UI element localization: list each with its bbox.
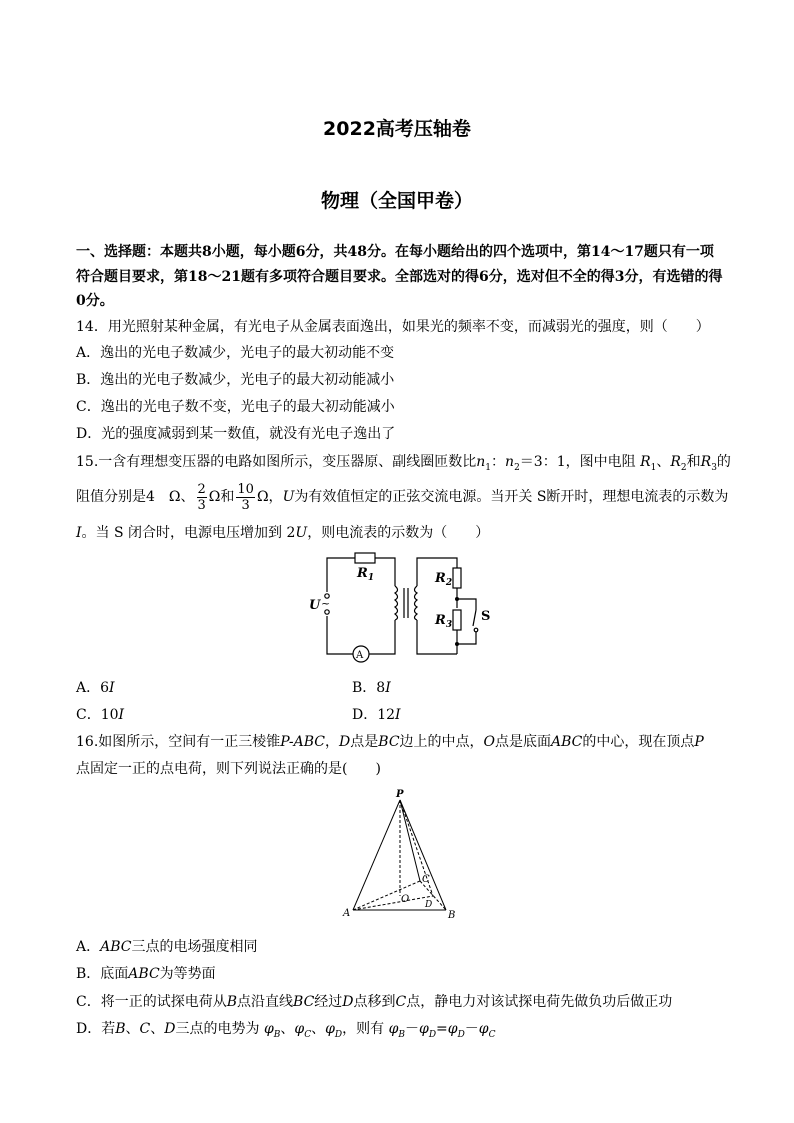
q16-pyramid-figure xyxy=(338,786,468,926)
q15-fraction-2-num: 10 xyxy=(237,481,254,497)
q16-stem-line-2: 点固定一正的点电荷，则下列说法正确的是( ) xyxy=(76,761,381,777)
q15-text-2a: 阻值分别是4 Ω、 xyxy=(76,489,195,505)
label-u: U xyxy=(309,598,321,613)
q16-p: P xyxy=(694,734,704,750)
page-title: 2022高考压轴卷 xyxy=(323,118,471,140)
q16-option-d xyxy=(76,1018,496,1040)
q16-option-a xyxy=(76,936,258,956)
q15-U: U xyxy=(282,489,295,505)
q15-option-d xyxy=(352,704,401,724)
q16-option-c-c: C xyxy=(395,994,407,1010)
q15-U2: U xyxy=(295,525,308,541)
q15-text-2b: Ω和 xyxy=(208,489,235,505)
q15-option-c-var: I xyxy=(118,707,125,723)
phi-c: φ xyxy=(294,1021,305,1037)
q16-option-d-c: C xyxy=(139,1021,151,1037)
eq-equals: = xyxy=(436,1021,448,1037)
q16-text-c: 点是 xyxy=(350,734,379,750)
eq-phi-d-1: φ xyxy=(419,1021,429,1037)
q16-option-d-b: B xyxy=(115,1021,126,1037)
label-c: C xyxy=(422,874,430,885)
label-a: A xyxy=(343,908,351,919)
q16-option-d-t1: 三点的电势为 xyxy=(175,1021,260,1037)
q16-option-c-bc: BC xyxy=(293,994,315,1010)
q16-d: D xyxy=(339,734,351,750)
q16-dun-2: 、 xyxy=(311,1021,326,1037)
label-b: B xyxy=(448,910,456,921)
r3-resistor xyxy=(453,610,461,630)
q14-option-c: C．逸出的光电子数不变，光电子的最大初动能减小 xyxy=(76,399,395,415)
q15-sep: 、 xyxy=(656,454,671,470)
q15-option-a-var: I xyxy=(109,680,115,696)
q16-option-c xyxy=(76,991,672,1011)
phi-c-sub: C xyxy=(304,1029,312,1040)
q15-text: 15.一含有理想变压器的电路如图所示，变压器原、副线圈匝数比 xyxy=(76,454,477,470)
q15-option-b xyxy=(352,677,391,697)
q16-option-a-abc: ABC xyxy=(100,939,132,955)
label-p: P xyxy=(396,789,404,800)
q15-fraction-1-den: 3 xyxy=(197,497,206,513)
q16-option-c-t3: 点移到 xyxy=(353,994,396,1010)
q16-option-c-b: B xyxy=(226,994,238,1010)
q16-option-d-d: D xyxy=(164,1021,176,1037)
q16-option-c-d: D xyxy=(342,994,354,1010)
q16-option-b-abc: ABC xyxy=(128,966,160,982)
q14-option-d: D．光的强度减弱到某一数值，就没有光电子逸出了 xyxy=(76,426,396,442)
q14-stem: 14．用光照射某种金属，有光电子从金属表面逸出，如果光的频率不变，而减弱光的强度，则（ ） xyxy=(76,319,710,335)
q16-stem-line-1 xyxy=(76,731,704,751)
q15-circuit-figure xyxy=(305,548,500,668)
q16-option-b xyxy=(76,963,216,983)
q15-option-d-var: I xyxy=(395,707,401,723)
r1-resistor xyxy=(355,553,375,563)
label-s: S xyxy=(481,609,491,624)
q15-option-d-label: D．12 xyxy=(352,707,396,723)
eq-phi-b-sub: B xyxy=(398,1029,405,1040)
label-ammeter: A xyxy=(356,650,364,661)
label-r3: $R_3$ xyxy=(435,613,453,630)
q16-option-b-label: B．底面 xyxy=(76,966,129,982)
phi-b: φ xyxy=(263,1021,274,1037)
q16-text-a: 16.如图所示，空间有一正三棱锥 xyxy=(76,734,281,750)
eq-phi-b: φ xyxy=(388,1021,399,1037)
q15-R2-sub: 2 xyxy=(680,462,687,473)
eq-phi-c-sub: C xyxy=(488,1029,496,1040)
q15-option-b-var: I xyxy=(385,680,391,696)
q15-option-a-label: A．6 xyxy=(76,680,110,696)
q15-I: I xyxy=(76,525,82,541)
q15-de: 的 xyxy=(716,454,731,470)
q15-and: 和 xyxy=(686,454,701,470)
q15-R3-sub: 3 xyxy=(711,462,717,473)
q16-bc: BC xyxy=(378,734,400,750)
section-header-line-3: 0分。 xyxy=(76,293,114,309)
q15-option-c xyxy=(76,704,124,724)
q15-text-2c: Ω， xyxy=(256,489,283,505)
r2-resistor xyxy=(453,568,461,588)
q16-text-d: 边上的中点， xyxy=(399,734,484,750)
q16-option-d-s2: 、 xyxy=(150,1021,165,1037)
q15-ratio: ＝3：1，图中电阻 xyxy=(519,454,636,470)
page-subtitle: 物理（全国甲卷） xyxy=(320,190,473,212)
q16-option-d-t2: ，则有 xyxy=(342,1021,385,1037)
q15-fraction-1-num: 2 xyxy=(197,481,206,497)
q15-stem-line-2 xyxy=(76,480,728,514)
phi-b-sub: B xyxy=(273,1029,281,1040)
q14-option-b: B．逸出的光电子数减少，光电子的最大初动能减小 xyxy=(76,372,395,388)
q15-n2-sub: 2 xyxy=(514,462,520,473)
section-header-line-1: 一、选择题：本题共8小题，每小题6分，共48分。在每小题给出的四个选项中，第14～17题只有一项 xyxy=(76,244,714,260)
q15-fraction-2 xyxy=(236,482,255,513)
q16-option-c-t4: 点，静电力对该试探电荷先做负功后做正功 xyxy=(406,994,673,1010)
q16-text-e: 点是底面 xyxy=(495,734,552,750)
q16-o: O xyxy=(483,734,496,750)
q15-fraction-2-den: 3 xyxy=(241,497,250,513)
q15-colon: ： xyxy=(491,454,506,470)
q16-pabc: P-ABC xyxy=(280,734,326,750)
eq-phi-c: φ xyxy=(478,1021,489,1037)
eq-phi-d-1-sub: D xyxy=(428,1029,437,1040)
section-header-line-2: 符合题目要求，第18～21题有多项符合题目要求。全部选对的得6分，选对但不全的得3分，有选错的得 xyxy=(76,269,723,285)
q16-abc: ABC xyxy=(551,734,583,750)
label-tilde: ~ xyxy=(321,597,331,610)
q15-n1-sub: 1 xyxy=(485,462,492,473)
label-d: D xyxy=(425,900,433,910)
q16-option-d-s1: 、 xyxy=(125,1021,140,1037)
label-r2: $R_2$ xyxy=(435,571,453,588)
q15-R1: R xyxy=(640,454,651,470)
eq-minus-2: － xyxy=(464,1021,479,1037)
q14-option-a: A．逸出的光电子数减少，光电子的最大初动能不变 xyxy=(76,345,395,361)
q16-option-b-text: 为等势面 xyxy=(159,966,216,982)
q16-dun-1: 、 xyxy=(280,1021,295,1037)
eq-phi-d-2: φ xyxy=(447,1021,458,1037)
label-r1: $R_1$ xyxy=(357,566,375,583)
q15-n2: n xyxy=(505,454,515,470)
q15-option-b-label: B．8 xyxy=(352,680,386,696)
q16-option-a-text: 三点的电场强度相同 xyxy=(131,939,258,955)
q15-text-3b: ，则电流表的示数为（ ） xyxy=(307,525,490,541)
q16-option-d-label: D．若 xyxy=(76,1021,116,1037)
q16-option-c-label: C．将一正的试探电荷从 xyxy=(76,994,227,1010)
q15-option-c-label: C．10 xyxy=(76,707,119,723)
q15-text-2d: 为有效值恒定的正弦交流电源。当开关 S断开时，理想电流表的示数为 xyxy=(294,489,729,505)
q16-text-b: ， xyxy=(325,734,340,750)
q15-option-a xyxy=(76,677,115,697)
q16-option-a-label: A． xyxy=(76,939,101,955)
q15-R1-sub: 1 xyxy=(650,462,657,473)
q15-R2: R xyxy=(670,454,681,470)
q16-text-f: 的中心，现在顶点 xyxy=(582,734,695,750)
phi-d: φ xyxy=(325,1021,335,1037)
q15-stem-line-3 xyxy=(76,522,489,542)
q15-fraction-1 xyxy=(197,482,207,513)
q15-n1: n xyxy=(476,454,486,470)
label-o: O xyxy=(401,894,410,905)
eq-minus-1: － xyxy=(405,1021,419,1037)
phi-d-sub: D xyxy=(334,1029,343,1040)
q15-stem-line-1 xyxy=(76,451,731,473)
q15-text-3a: 。当 S 闭合时，电源电压增加到 2 xyxy=(81,525,296,541)
q15-R3: R xyxy=(700,454,712,470)
q16-option-c-t1: 点沿直线 xyxy=(237,994,294,1010)
q16-option-c-t2: 经过 xyxy=(314,994,343,1010)
eq-phi-d-2-sub: D xyxy=(457,1029,465,1040)
